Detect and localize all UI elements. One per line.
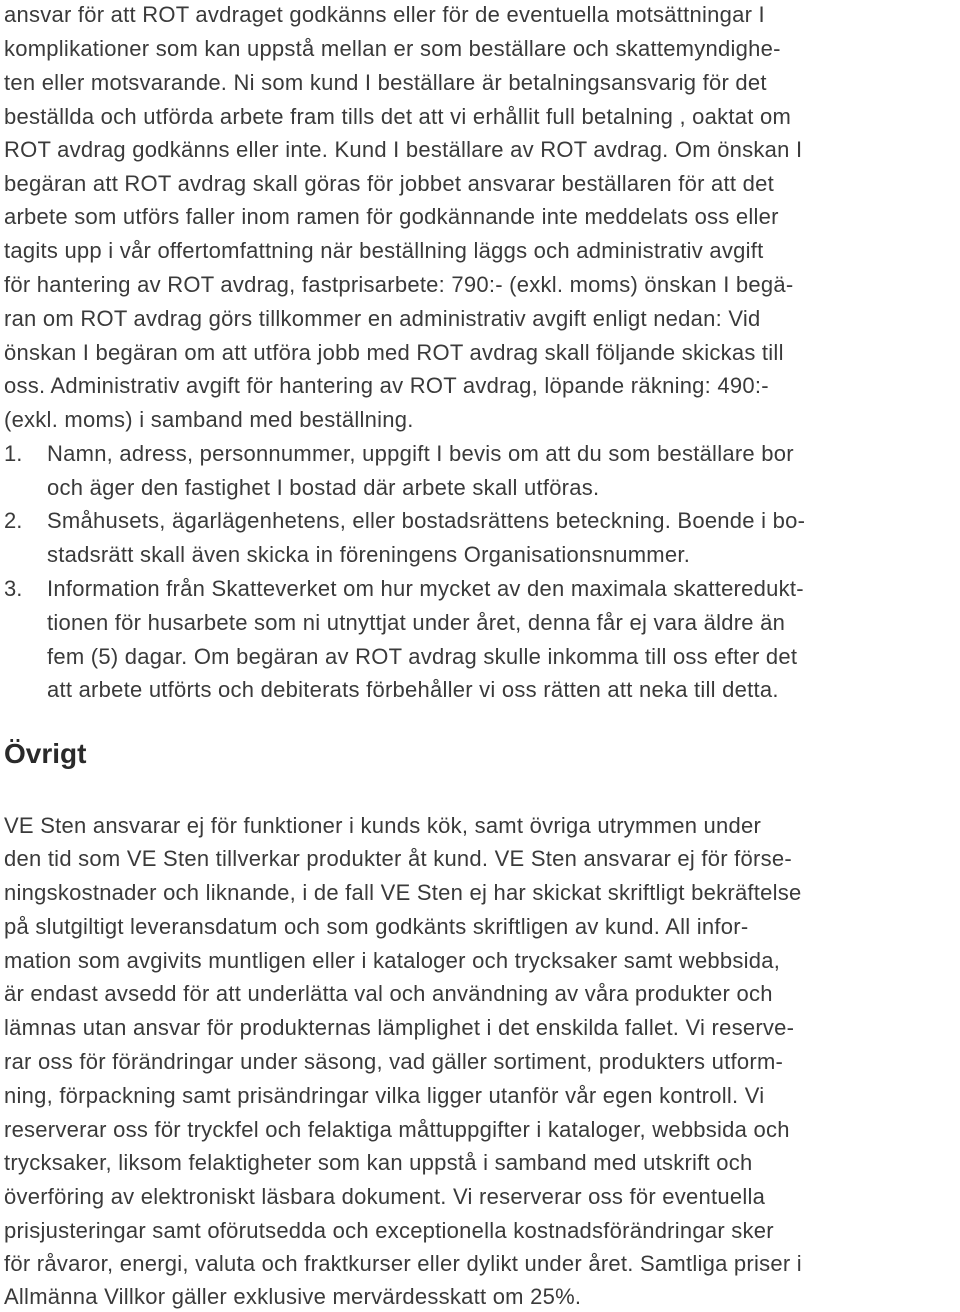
list-number: 1.: [4, 441, 23, 466]
paragraph-line: för råvaror, energi, valuta och fraktkurser eller dylikt under året. Samtliga priser i: [4, 1251, 802, 1276]
paragraph-line: ten eller motsvarande. Ni som kund I beställare är betalningsansvarig för det: [4, 70, 767, 95]
paragraph-line: reserverar oss för tryckfel och felaktiga måttuppgifter i kataloger, webbsida och: [4, 1117, 790, 1142]
paragraph-line: ningskostnader och liknande, i de fall VE Sten ej har skickat skriftligt bekräftelse: [4, 880, 802, 905]
paragraph-line: VE Sten ansvarar ej för funktioner i kunds kök, samt övriga utrymmen under: [4, 813, 762, 838]
paragraph-line: trycksaker, liksom felaktigheter som kan uppstå i samband med utskrift och: [4, 1150, 753, 1175]
section-heading-ovrigt: Övrigt: [4, 738, 87, 769]
list-item-line: fem (5) dagar. Om begäran av ROT avdrag skulle inkomma till oss efter det: [47, 644, 798, 669]
paragraph-line: komplikationer som kan uppstå mellan er som beställare och skattemyndighe-: [4, 36, 781, 61]
list-number: 2.: [4, 508, 23, 533]
paragraph-line: lämnas utan ansvar för produkternas lämplighet i det enskilda fallet. Vi reserve-: [4, 1015, 795, 1040]
paragraph-line: rar oss för förändringar under säsong, vad gäller sortiment, produkters utform-: [4, 1049, 784, 1074]
list-item-line: tionen för husarbete som ni utnyttjat under året, denna får ej vara äldre än: [47, 610, 786, 635]
list-item-line: Information från Skatteverket om hur mycket av den maximala skatteredukt-: [47, 576, 804, 601]
paragraph-line: tagits upp i vår offertomfattning när beställning läggs och administrativ avgift: [4, 238, 764, 263]
paragraph-line: arbete som utförs faller inom ramen för godkännande inte meddelats oss eller: [4, 204, 779, 229]
paragraph-line: beställda och utförda arbete fram tills det att vi erhållit full betalning , oaktat om: [4, 104, 792, 129]
paragraph-line: begäran att ROT avdrag skall göras för jobbet ansvarar beställaren för att det: [4, 171, 774, 196]
list-item-line: och äger den fastighet I bostad där arbete skall utföras.: [47, 475, 600, 500]
list-item-line: Namn, adress, personnummer, uppgift I bevis om att du som beställare bor: [47, 441, 794, 466]
list-item-line: stadsrätt skall även skicka in föreningens Organisationsnummer.: [47, 542, 691, 567]
paragraph-line: är endast avsedd för att underlätta val och användning av våra produkter och: [4, 981, 773, 1006]
paragraph-line: för hantering av ROT avdrag, fastprisarbete: 790:- (exkl. moms) önskan I begä-: [4, 272, 794, 297]
paragraph-line: prisjusteringar samt oförutsedda och exceptionella kostnadsförändringar sker: [4, 1218, 774, 1243]
paragraph-line: ansvar för att ROT avdraget godkänns eller för de eventuella motsättningar I: [4, 2, 765, 27]
paragraph-line: mation som avgivits muntligen eller i kataloger och trycksaker samt webbsida,: [4, 948, 781, 973]
paragraph-line: ning, förpackning samt prisändringar vilka ligger utanför vår egen kontroll. Vi: [4, 1083, 765, 1108]
paragraph-line: önskan I begäran om att utföra jobb med ROT avdrag skall följande skickas till: [4, 340, 784, 365]
list-item-line: Småhusets, ägarlägenhetens, eller bostadsrättens beteckning. Boende i bo-: [47, 508, 806, 533]
paragraph-line: ran om ROT avdrag görs tillkommer en administrativ avgift enligt nedan: Vid: [4, 306, 761, 331]
paragraph-line: oss. Administrativ avgift för hantering av ROT avdrag, löpande räkning: 490:-: [4, 373, 769, 398]
list-item-line: att arbete utförts och debiterats förbehåller vi oss rätten att neka till detta.: [47, 677, 779, 702]
paragraph-line: överföring av elektroniskt läsbara dokument. Vi reserverar oss för eventuella: [4, 1184, 766, 1209]
list-number: 3.: [4, 576, 23, 601]
paragraph-line: den tid som VE Sten tillverkar produkter åt kund. VE Sten ansvarar ej för förse-: [4, 846, 792, 871]
paragraph-line: (exkl. moms) i samband med beställning.: [4, 407, 414, 432]
paragraph-line: på slutgiltigt leveransdatum och som godkänts skriftligen av kund. All infor-: [4, 914, 749, 939]
paragraph-line: Allmänna Villkor gäller exklusive mervärdesskatt om 25%.: [4, 1284, 582, 1309]
paragraph-line: ROT avdrag godkänns eller inte. Kund I beställare av ROT avdrag. Om önskan I: [4, 137, 803, 162]
